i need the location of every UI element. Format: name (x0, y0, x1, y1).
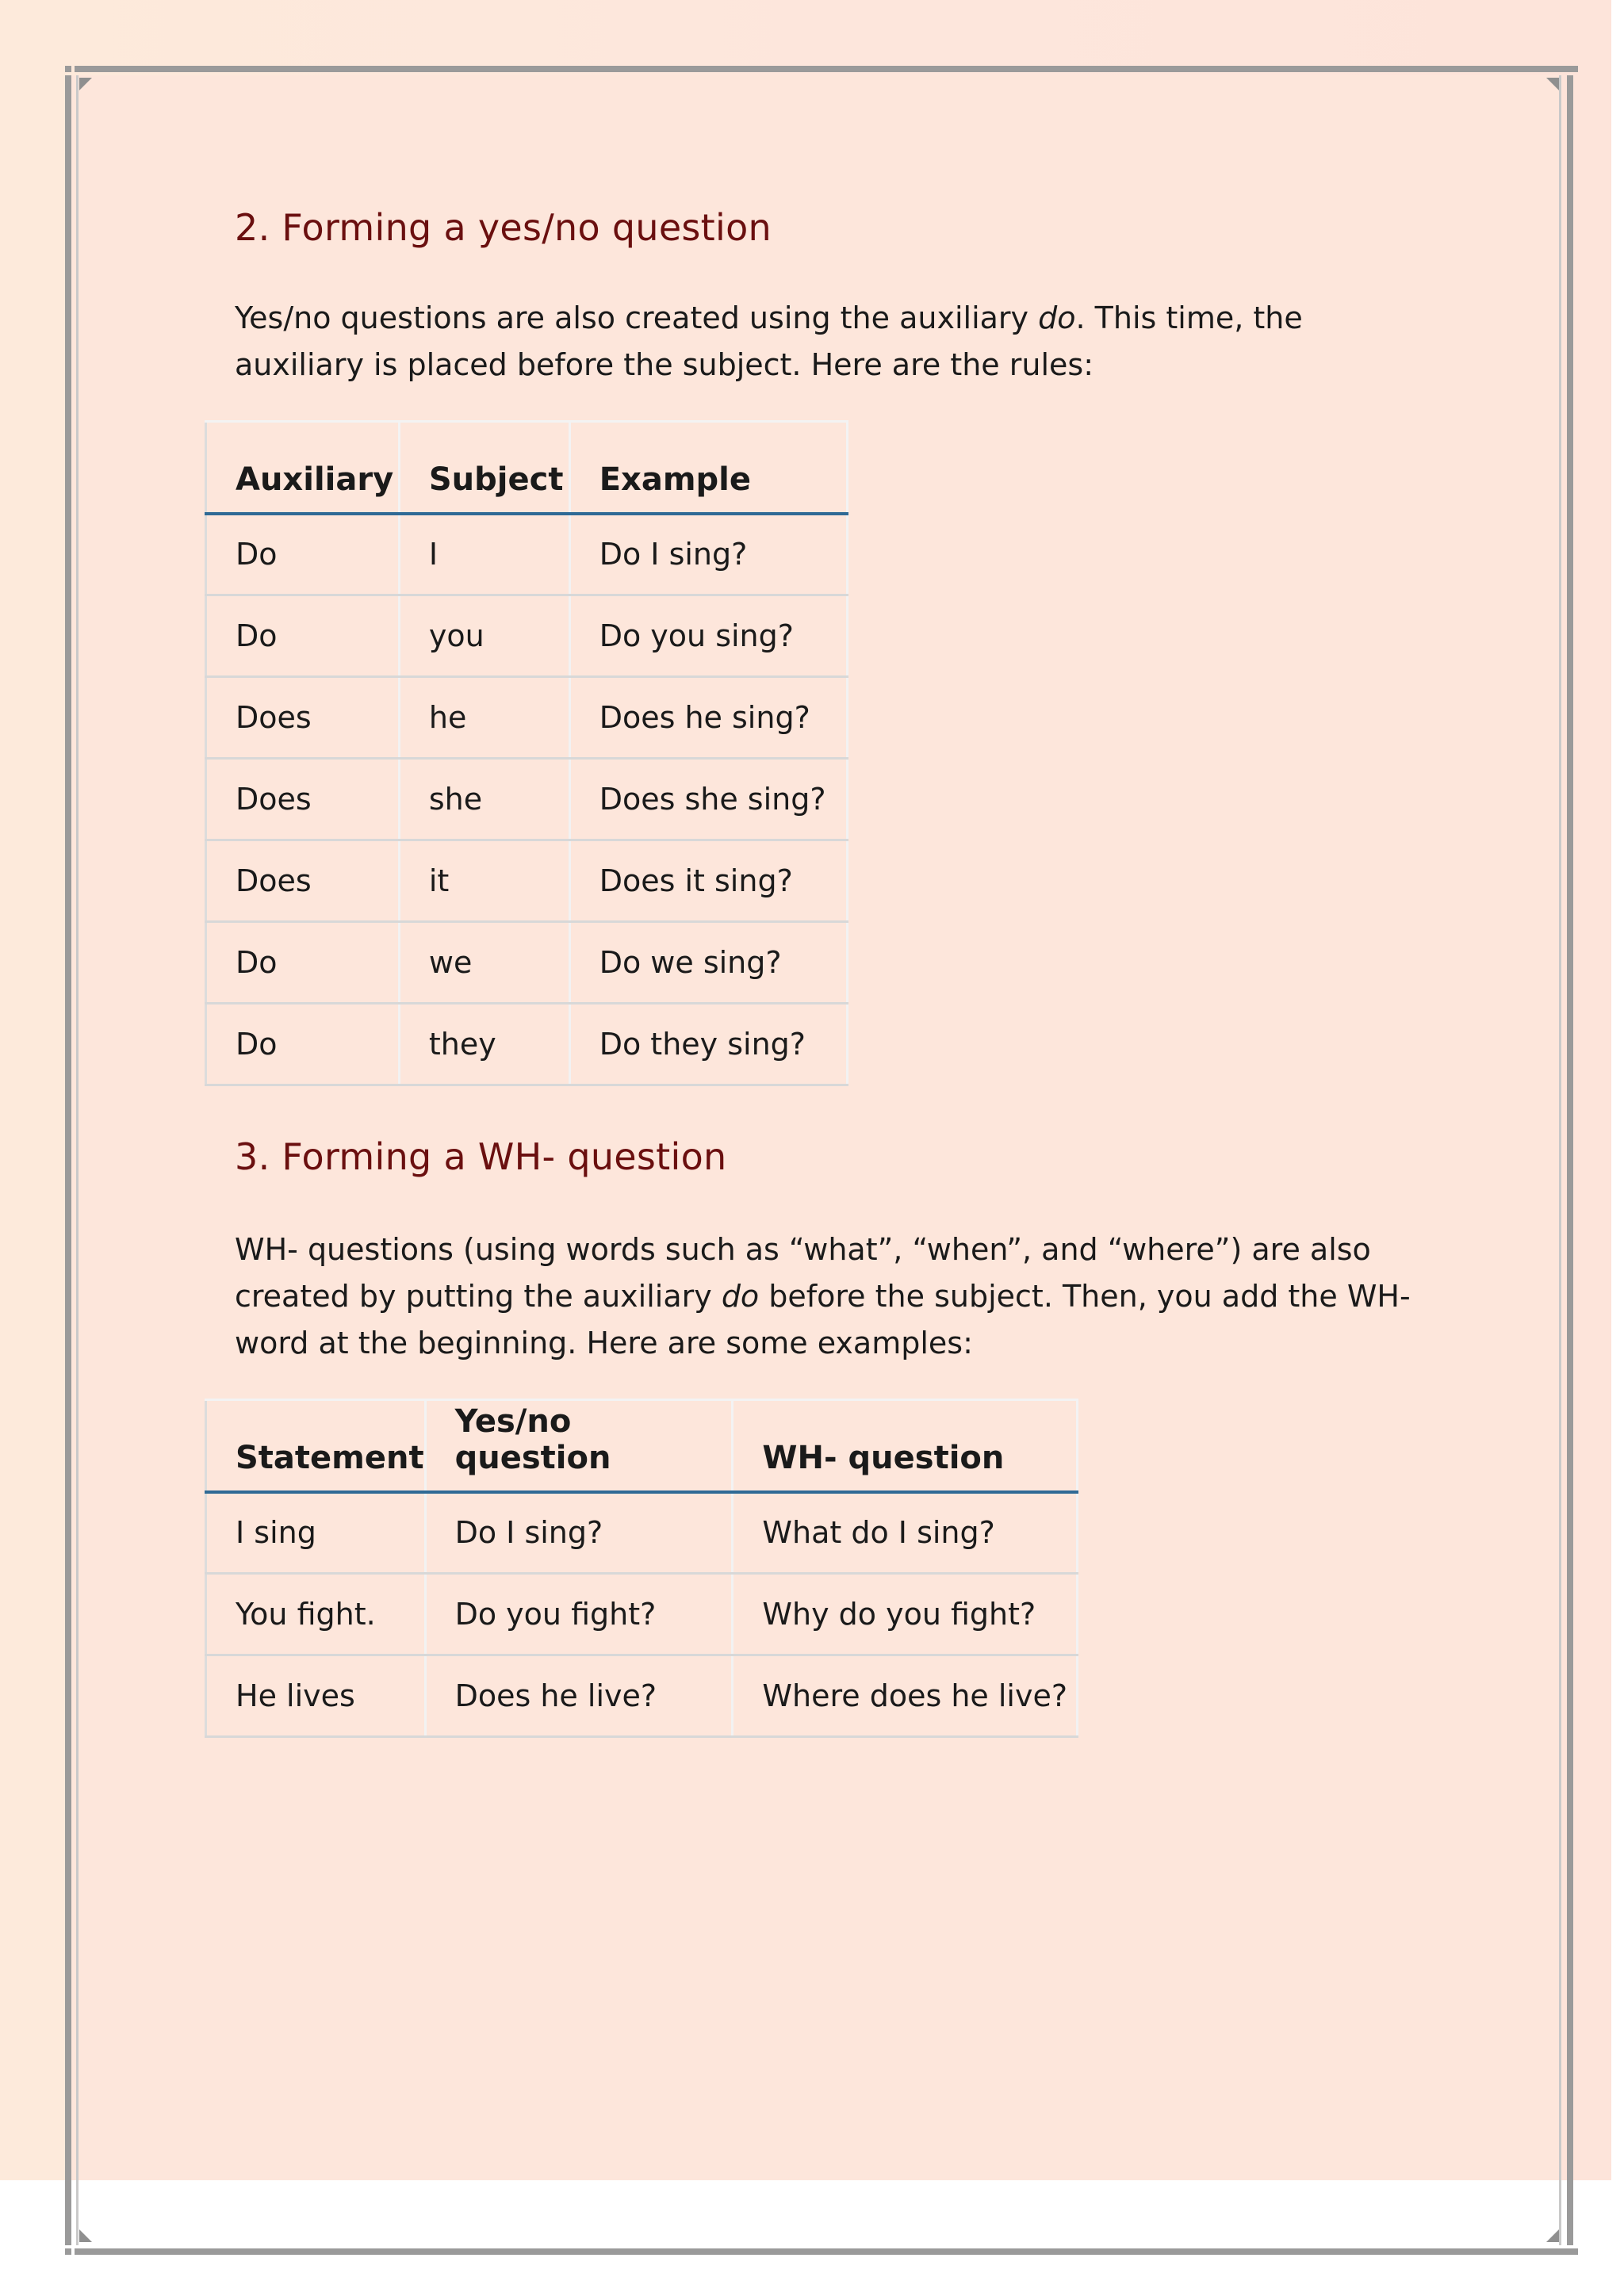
table-row (206, 595, 848, 677)
table-cell: Why do you fight? (733, 1574, 1078, 1655)
section-3-paragraph-line1: WH- questions (using words such as “what”, “when”, and “where”) are also (235, 1232, 1371, 1267)
table-cell: Do I sing? (425, 1492, 733, 1574)
frame-corner-bottom-left (79, 2229, 92, 2242)
column-header: Subject (399, 422, 569, 514)
section-3-paragraph-line3: word at the beginning. Here are some examples: (235, 1326, 973, 1360)
table-row (206, 840, 848, 922)
page-inner-background (71, 75, 1562, 2180)
table-cell: Do we sing? (569, 922, 847, 1004)
table-cell: Does it sing? (569, 840, 847, 922)
table-row (206, 759, 848, 840)
section-3-paragraph (235, 1226, 1519, 1367)
section-2-heading: 2. Forming a yes/no question (235, 206, 772, 249)
frame-corner-top-right (1546, 78, 1559, 90)
section-2-paragraph-text: Yes/no questions are also created using the auxiliary (235, 300, 1039, 335)
table-cell: she (399, 759, 569, 840)
table-row (206, 1574, 1078, 1655)
table-cell: Do they sing? (569, 1004, 847, 1085)
column-header: Statement (206, 1400, 426, 1492)
table-cell: Does he live? (425, 1655, 733, 1737)
section-3-heading: 3. Forming a WH- question (235, 1135, 727, 1178)
table-cell: Does (206, 677, 400, 759)
table-cell: you (399, 595, 569, 677)
table-cell: Do I sing? (569, 514, 847, 595)
column-header: WH- question (733, 1400, 1078, 1492)
table-cell: What do I sing? (733, 1492, 1078, 1574)
table-cell: Does he sing? (569, 677, 847, 759)
table-cell: Do you sing? (569, 595, 847, 677)
table-cell: I (399, 514, 569, 595)
table-cell: it (399, 840, 569, 922)
table-cell: Does (206, 759, 400, 840)
table-row (206, 922, 848, 1004)
table-cell: Do you fight? (425, 1574, 733, 1655)
table-cell: He lives (206, 1655, 426, 1737)
frame-corner-bottom-right (1546, 2229, 1559, 2242)
table-row (206, 677, 848, 759)
table-cell: Does (206, 840, 400, 922)
table-cell: Do (206, 595, 400, 677)
table-cell: Do (206, 1004, 400, 1085)
section-3-paragraph-line2-start: created by putting the auxiliary (235, 1279, 722, 1314)
table-cell: You fight. (206, 1574, 426, 1655)
wh-question-table (205, 1399, 1078, 1738)
table-cell: Where does he live? (733, 1655, 1078, 1737)
section-3-paragraph-emphasis: do (721, 1279, 760, 1314)
table-row (206, 1655, 1078, 1737)
section-2-paragraph-text-end: . This time, the (1075, 300, 1303, 335)
table-cell: Does she sing? (569, 759, 847, 840)
auxiliary-table (205, 420, 848, 1086)
table-cell: Do (206, 514, 400, 595)
table-row (206, 514, 848, 595)
section-2-paragraph-emphasis: do (1038, 300, 1076, 335)
table-row (206, 1004, 848, 1085)
column-header: Auxiliary (206, 422, 400, 514)
table-cell: he (399, 677, 569, 759)
section-3-paragraph-line2-end: before the subject. Then, you add the WH- (759, 1279, 1411, 1314)
column-header: Example (569, 422, 847, 514)
table-row (206, 1492, 1078, 1574)
table-cell: we (399, 922, 569, 1004)
table-header-row (206, 1400, 1078, 1492)
section-2-paragraph-line2: auxiliary is placed before the subject. Here are the rules: (235, 347, 1094, 382)
section-2-paragraph (235, 295, 1472, 388)
table-cell: I sing (206, 1492, 426, 1574)
table-header-row (206, 422, 848, 514)
table-cell: Do (206, 922, 400, 1004)
column-header: Yes/no question (425, 1400, 733, 1492)
frame-corner-top-left (79, 78, 92, 90)
table-cell: they (399, 1004, 569, 1085)
